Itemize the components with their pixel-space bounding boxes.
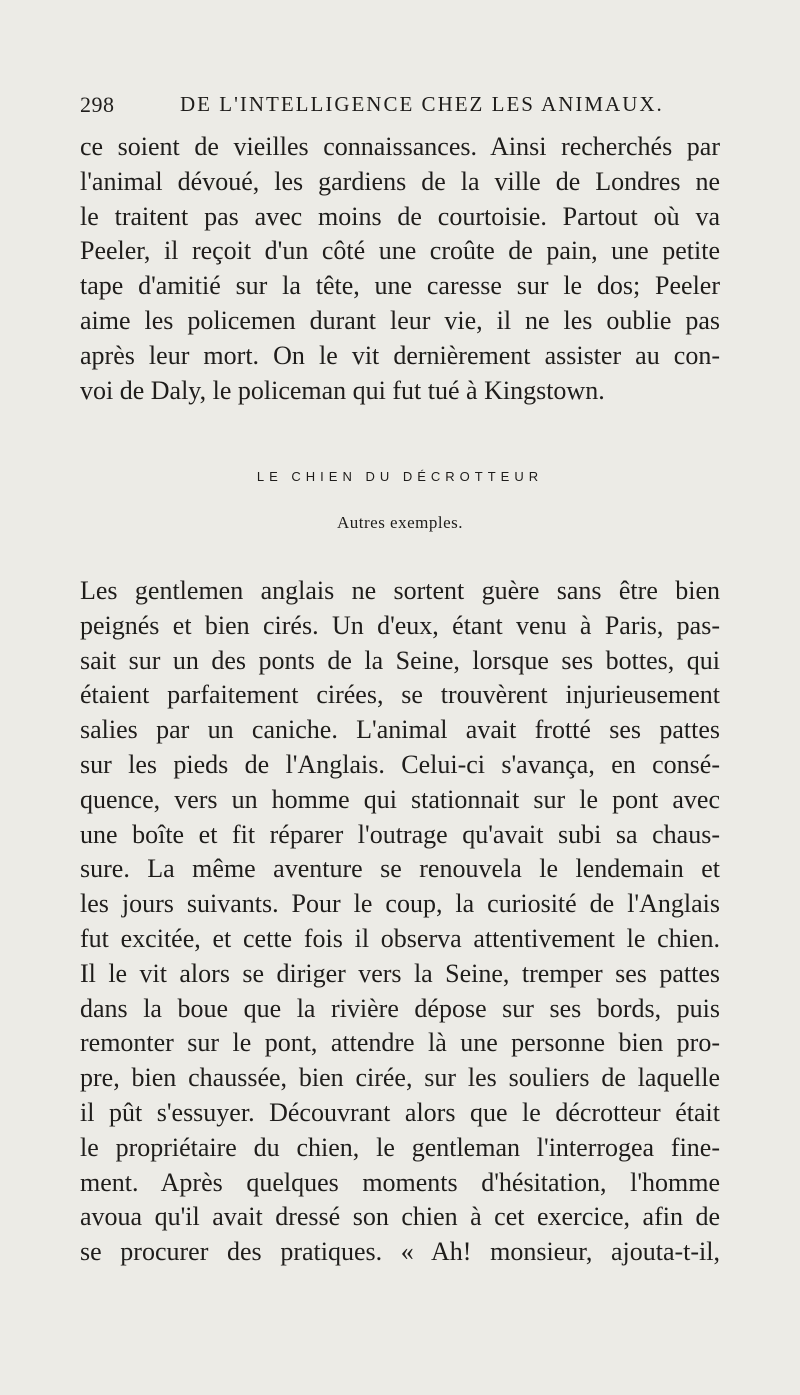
text-line: étaient parfaitement cirées, se trouvèrent injurieusement [80, 680, 720, 710]
paragraph-1 [80, 130, 720, 408]
text-line: dans la boue que la rivière dépose sur ses bords, puis [80, 993, 720, 1023]
text-line: il pût s'essuyer. Découvrant alors que le décrotteur était [80, 1097, 720, 1127]
page-number: 298 [80, 92, 115, 117]
section-heading: LE CHIEN DU DÉCROTTEUR [256, 469, 544, 484]
text-line: remonter sur le pont, attendre là une personne bien pro- [80, 1028, 720, 1058]
text-line: Les gentlemen anglais ne sortent guère sans être bien [80, 576, 720, 605]
text-line: salies par un caniche. L'animal avait frotté ses pattes [80, 715, 720, 745]
section-subheading: Autres exemples. [336, 513, 464, 532]
text-line: les jours suivants. Pour le coup, la curiosité de l'Anglais [80, 889, 720, 919]
text-line: le traitent pas avec moins de courtoisie. Partout où va [80, 201, 720, 231]
text-line: ce soient de vieilles connaissances. Ainsi recherchés par [80, 132, 720, 161]
text-line: sur les pieds de l'Anglais. Celui-ci s'avança, en consé- [80, 749, 720, 779]
text-line: Peeler, il reçoit d'un côté une croûte de pain, une petite [80, 236, 720, 266]
text-line: l'animal dévoué, les gardiens de la ville de Londres ne [80, 166, 720, 196]
text-line: sure. La même aventure se renouvela le lendemain et [80, 854, 720, 884]
text-line: une boîte et fit réparer l'outrage qu'avait subi sa chaus- [80, 819, 720, 849]
text-line: Il le vit alors se diriger vers la Seine, tremper ses pattes [80, 958, 720, 988]
running-head [80, 92, 720, 124]
paragraph-2 [80, 574, 720, 1270]
text-line: quence, vers un homme qui stationnait sur le pont avec [80, 784, 720, 814]
running-title: DE L'INTELLIGENCE CHEZ LES ANIMAUX. [180, 92, 664, 116]
text-line: le propriétaire du chien, le gentleman l'interrogea fine- [80, 1132, 720, 1162]
text-line: fut excitée, et cette fois il observa attentivement le chien. [80, 923, 720, 953]
text-line: peignés et bien cirés. Un d'eux, étant venu à Paris, pas- [80, 610, 720, 640]
text-line: ment. Après quelques moments d'hésitation, l'homme [80, 1167, 720, 1197]
text-line: sait sur un des ponts de la Seine, lorsque ses bottes, qui [80, 645, 720, 675]
text-line: tape d'amitié sur la tête, une caresse sur le dos; Peeler [80, 271, 720, 301]
text-line: aime les policemen durant leur vie, il ne les oublie pas [80, 305, 720, 335]
text-line: voi de Daly, le policeman qui fut tué à Kingstown. [80, 375, 605, 405]
text-line: avoua qu'il avait dressé son chien à cet exercice, afin de [80, 1202, 720, 1232]
text-line: se procurer des pratiques. « Ah! monsieur, ajouta-t-il, [80, 1237, 720, 1267]
text-line: pre, bien chaussée, bien cirée, sur les souliers de laquelle [80, 1063, 720, 1093]
text-line: après leur mort. On le vit dernièrement assister au con- [80, 340, 720, 370]
